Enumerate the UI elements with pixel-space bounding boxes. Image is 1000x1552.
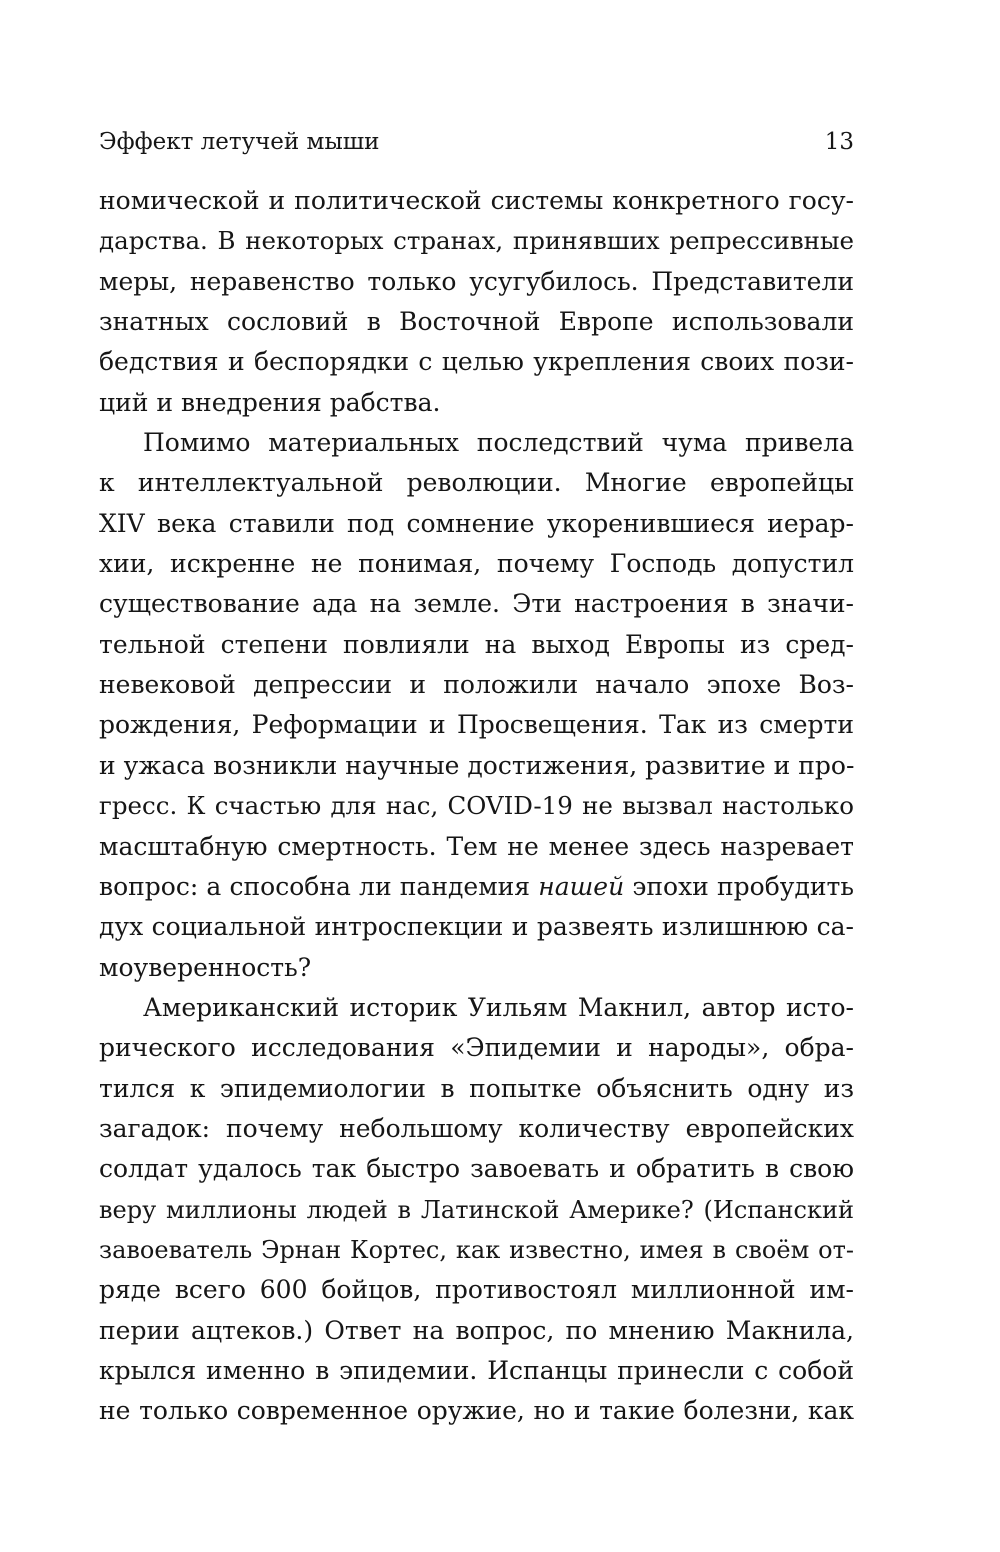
text-line: ций и внедрения рабства. [99, 387, 441, 417]
emphasis-word: нашей [538, 871, 625, 901]
body-text [99, 181, 854, 1432]
text-line: веру миллионы людей в Латинской Америке? (Испанский [99, 1195, 854, 1224]
text-line: солдат удалось так быстро завоевать и обратить в свою [99, 1154, 854, 1184]
text-line: знатных сословий в Восточной Европе использовали [99, 307, 854, 337]
text-line: перии ацтеков.) Ответ на вопрос, по мнению Макнила, [99, 1315, 854, 1345]
paragraph [99, 988, 854, 1432]
line-part-after: эпохи пробудить [624, 871, 854, 901]
text-line: дух социальной интроспекции и развеять излишнюю са- [99, 912, 854, 942]
text-line: не только современное оружие, но и такие болезни, как [99, 1396, 854, 1426]
text-line: к интеллектуальной революции. Многие европейцы [99, 468, 854, 498]
text-line: дарства. В некоторых странах, принявших репрессивные [99, 226, 854, 256]
page-number: 13 [824, 129, 854, 155]
text-line: тился к эпидемиологии в попытке объяснить одну из [99, 1073, 854, 1103]
text-line: невековой депрессии и положили начало эпохе Воз- [99, 670, 854, 700]
text-line: Американский историк Уильям Макнил, автор исто- [143, 992, 854, 1022]
text-line: ряде всего 600 бойцов, противостоял миллионной им- [99, 1275, 854, 1305]
running-head [99, 124, 854, 160]
text-line: рождения, Реформации и Просвещения. Так из смерти [99, 710, 854, 740]
text-line: тельной степени повлияли на выход Европы из сред- [99, 629, 854, 659]
text-line: существование ада на земле. Эти настроения в значи- [99, 589, 854, 619]
paragraph [99, 423, 854, 988]
text-line: моуверенность? [99, 952, 312, 982]
text-line: масштабную смертность. Тем не менее здесь назревает [99, 831, 854, 861]
text-line-with-emphasis [99, 867, 854, 907]
text-line: гресс. К счастью для нас, COVID-19 не вызвал настолько [99, 791, 854, 821]
text-line: XIV века ставили под сомнение укоренившиеся иерар- [99, 508, 854, 538]
text-line: загадок: почему небольшому количеству европейских [99, 1113, 854, 1143]
paragraph [99, 181, 854, 423]
text-line: номической и политической системы конкретного госу- [99, 186, 854, 215]
text-line: крылся именно в эпидемии. Испанцы принесли с собой [99, 1355, 854, 1385]
line-part-before: вопрос: а способна ли пандемия [99, 871, 539, 901]
text-line: рического исследования «Эпидемии и народы», обра- [99, 1033, 854, 1063]
text-line: меры, неравенство только усугубилось. Представители [99, 266, 854, 296]
text-line: Помимо материальных последствий чума привела [143, 428, 854, 458]
text-line: хии, искренне не понимая, почему Господь допустил [99, 549, 854, 579]
text-line: завоеватель Эрнан Кортес, как известно, имея в своём от- [99, 1235, 854, 1264]
text-line: и ужаса возникли научные достижения, развитие и про- [99, 750, 855, 780]
text-line: бедствия и беспорядки с целью укрепления своих пози- [99, 347, 854, 377]
running-title: Эффект летучей мыши [99, 129, 380, 155]
